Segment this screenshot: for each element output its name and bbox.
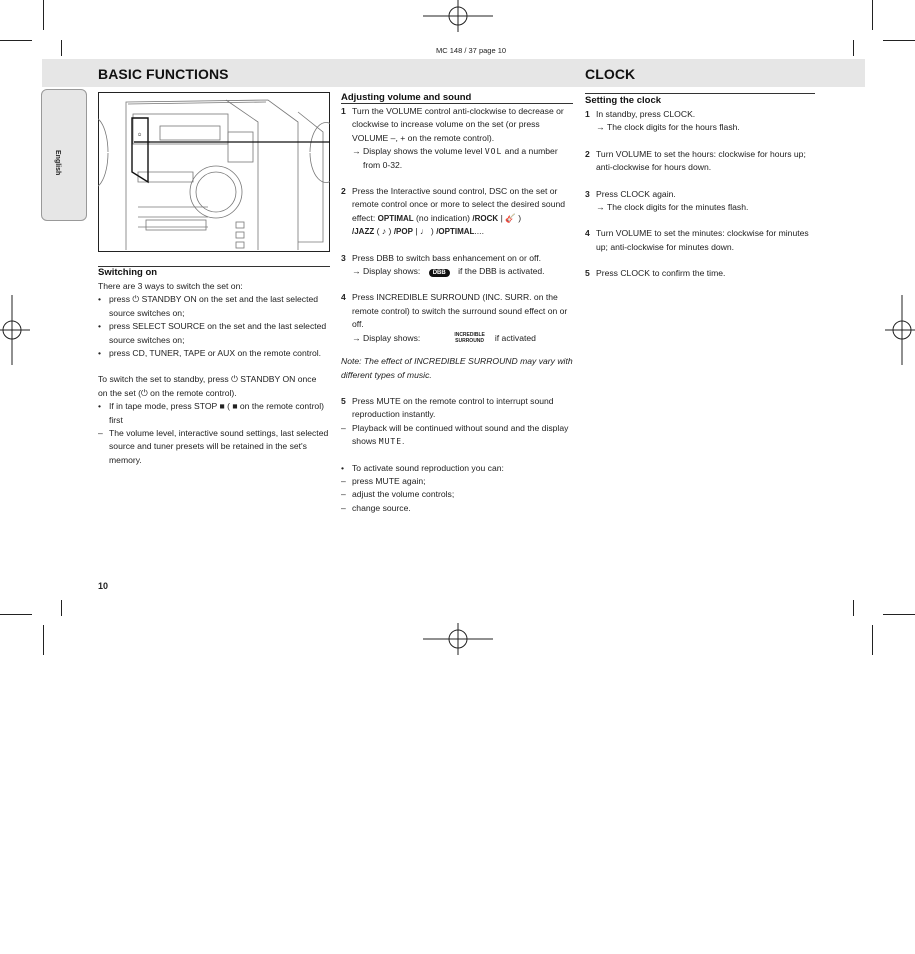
crop-mark xyxy=(61,600,62,616)
switching-on-body xyxy=(98,280,334,467)
crop-mark xyxy=(0,40,32,41)
list-item: • If in tape mode, press STOP ■ ( ■ on the remote control) first xyxy=(98,401,324,425)
crop-mark xyxy=(883,40,915,41)
pop-icon: ♩ xyxy=(419,226,429,237)
crop-mark xyxy=(872,0,873,30)
crop-mark xyxy=(43,0,44,30)
dbb-badge: DBB xyxy=(429,269,450,277)
list-item: – The volume level, interactive sound settings, last selected source and tuner presets will be retained in the set's memory. xyxy=(98,428,329,465)
divider xyxy=(341,103,573,104)
section-title-clock: CLOCK xyxy=(585,66,636,82)
clock-body: 1 In standby, press CLOCK. → The clock digits for the hours flash. 2 Turn VOLUME to set the hours: clockwise for hours up; anti-clockwise for hours down. 3 Press CLOCK again. → The clock digits for the minutes flash. 4 Turn VOLUME to set the minutes: clockwise for minutes up; anti-clockwise for minutes down. 5 Press CLOCK to confirm the time. xyxy=(585,109,809,279)
crop-mark xyxy=(853,40,854,56)
list-item: • press CD, TUNER, TAPE or AUX on the remote control. xyxy=(98,348,322,359)
svg-text:⏻: ⏻ xyxy=(138,132,142,137)
crop-mark xyxy=(61,40,62,56)
lcd-mute: MUTE xyxy=(378,437,403,447)
crop-mark xyxy=(872,625,873,655)
registration-mark xyxy=(0,295,30,365)
subsection-title-setting-clock: Setting the clock xyxy=(585,95,662,106)
incredible-surround-badge: INCREDIBLE SURROUND xyxy=(454,332,485,345)
language-tab-label: English xyxy=(54,150,61,176)
jazz-icon: ♪ xyxy=(381,226,387,237)
crop-mark xyxy=(43,625,44,655)
standby-text: To switch the set to standby, press ⏻ STANDBY ON once xyxy=(98,374,317,385)
hifi-set-illustration xyxy=(98,92,330,252)
divider xyxy=(98,266,330,267)
lcd-vol: VOL xyxy=(484,147,503,157)
page-ref: MC 148 / 37 page 10 xyxy=(436,46,507,55)
registration-mark xyxy=(423,623,493,655)
crop-mark xyxy=(0,614,32,615)
subsection-title-switching-on: Switching on xyxy=(98,267,158,278)
registration-mark xyxy=(885,295,915,365)
list-item: • press ⏻ STANDBY ON on the set and the last selected source switches on; xyxy=(98,294,319,318)
switching-on-intro: There are 3 ways to switch the set on: xyxy=(98,281,243,291)
divider xyxy=(585,93,815,94)
list-item: • press SELECT SOURCE on the set and the last selected source switches on; xyxy=(98,321,327,345)
subsection-title-volume: Adjusting volume and sound xyxy=(341,92,472,103)
standby-text: on the set (⏻ on the remote control). xyxy=(98,387,237,398)
section-title-basic-functions: BASIC FUNCTIONS xyxy=(98,66,229,82)
crop-mark xyxy=(853,600,854,616)
rock-icon: 🎸 xyxy=(505,212,516,223)
page-number: 10 xyxy=(98,581,109,591)
volume-body: 1 Turn the VOLUME control anti-clockwise to decrease or clockwise to increase volume on the set (or press VOLUME –, + on the remote control). → Display shows the volume level VOL and a number from 0-32. 2 Press the Interactive sound control, DSC on the set or remote control once or more to select the desired sound effect: OPTIMAL (no indication) /ROCK | 🎸 ) /JAZZ ( ♪ ) /POP | ♩ ) /OPTIMAL.... 3 Press DBB to switch bass enhancement on or off. → Display shows: DBB if the DBB is activated. 4 Press INCREDIBLE SURROUND (INC. SURR. on the remote control) to switch the surround sound effect on or off. → Display shows: INCREDIBLE SURROUND if activated Note: The effect of INCREDIBLE SURROUND may vary with different types of music. 5 Press MUTE on the remote control to interrupt sound reproduction instantly. – Playback will be continued without sound and the display shows MUTE. • To activate sound reproduction you can: – press MUTE again; – adjust the volume controls; – change source. xyxy=(341,105,577,515)
note: Note: The effect of INCREDIBLE SURROUND may vary with different types of music. xyxy=(341,356,573,380)
crop-mark xyxy=(883,614,915,615)
registration-mark xyxy=(423,0,493,32)
language-tab xyxy=(41,89,87,221)
